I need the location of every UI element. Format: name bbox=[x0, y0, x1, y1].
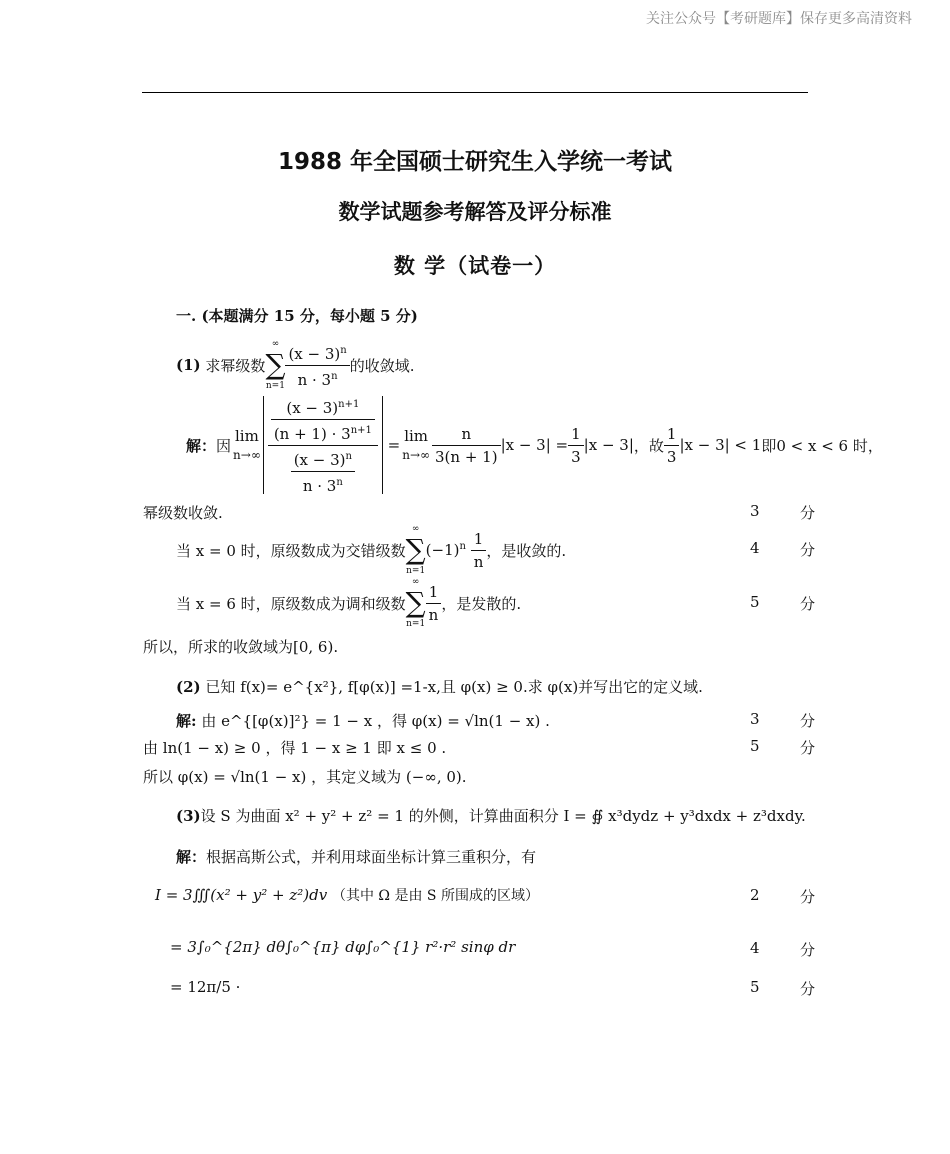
q3-sol-intro-text: 根据高斯公式，并利用球面坐标计算三重积分，有 bbox=[206, 848, 537, 866]
q3-step3: = 12π/5 · bbox=[170, 978, 241, 996]
q2-stem-text: 已知 f(x)= e^{x²}, f[φ(x)] =1-x,且 φ(x) ≥ 0.求 φ(x)并写出它的定义域. bbox=[205, 678, 703, 696]
q3-stem bbox=[176, 805, 806, 826]
q2-sol-1 bbox=[176, 710, 550, 731]
lim-symbol: lim n→∞ bbox=[233, 427, 261, 462]
q1-sol-pre: 因 bbox=[216, 436, 232, 455]
sum-symbol: ∞ ∑ n=1 bbox=[405, 577, 426, 629]
score-points: 5 bbox=[750, 737, 760, 755]
exam-title: 1988 年全国硕士研究生入学统一考试 bbox=[277, 149, 673, 175]
score-points: 4 bbox=[750, 939, 760, 957]
sum-symbol: ∞ ∑ n=1 bbox=[265, 339, 286, 391]
q1-case6 bbox=[176, 577, 522, 629]
q1-solution-ratio: 解： 因 lim n→∞ $\frac{\frac{(x - 3)^{n+1}}{(n + 1) \cdot 3^{n+1}}}{\frac{(x - 3)^n}{n \cdot 3^n}}$ = lim n→∞ $\frac{n}{3(n + 1)}$ |x − 3| = $\frac{1}{3}$ |x − 3| ，故 $\frac{1}{3}$ |x − 3| < 1 即0 < x < 6 时， bbox=[186, 393, 883, 497]
lim-symbol-2: lim n→∞ bbox=[402, 427, 430, 462]
paper-title: 数 学（试卷一） bbox=[393, 254, 557, 278]
ratio-fraction: $\frac{\frac{(x - 3)^{n+1}}{(n + 1) \cdot 3^{n+1}}}{\frac{(x - 3)^n}{n \cdot 3^n}}$ bbox=[268, 394, 378, 497]
score-unit: 分 bbox=[800, 712, 816, 730]
sum-symbol: ∞ ∑ n=1 bbox=[405, 524, 426, 576]
score-unit: 分 bbox=[800, 595, 816, 613]
score-points: 2 bbox=[750, 886, 760, 904]
q1-conv-line: 幂级数收敛. bbox=[143, 504, 223, 522]
q3-step1-eq: I = 3∭(x² + y² + z²)dv bbox=[155, 886, 328, 904]
q3-step1 bbox=[155, 885, 539, 905]
q1-series-term: $\frac{(x - 3)^n}{n \cdot 3^n}$ bbox=[285, 340, 349, 391]
score-unit: 分 bbox=[800, 739, 816, 757]
q1-case0-post: ，是收敛的. bbox=[486, 541, 567, 560]
q1-stem-post: 的收敛域. bbox=[349, 356, 415, 375]
one-over-n: $\frac{1}{n}$ bbox=[426, 581, 442, 626]
score-unit: 分 bbox=[800, 980, 816, 998]
q2-sol-line1: 由 e^{[φ(x)]²} = 1 − x ，得 φ(x) = √ln(1 − x) . bbox=[201, 712, 550, 730]
score-unit: 分 bbox=[800, 888, 816, 906]
score-points: 4 bbox=[750, 539, 760, 557]
q1-sol-mid: ，故 bbox=[633, 436, 664, 455]
q3-stem-text: 设 S 为曲面 x² + y² + z² = 1 的外侧，计算曲面积分 I = ∯ x³dydz + y³dxdx + z³dxdy. bbox=[200, 807, 806, 825]
q3-sol-label: 解： bbox=[176, 848, 207, 866]
score-points: 5 bbox=[750, 593, 760, 611]
score-points: 3 bbox=[750, 710, 760, 728]
one-third-b: $\frac{1}{3}$ bbox=[664, 423, 680, 468]
q3-label: (3) bbox=[176, 807, 201, 825]
watermark: 关注公众号【考研题库】保存更多高清资料 bbox=[646, 11, 912, 27]
q1-stem-pre: 求幂级数 bbox=[205, 356, 266, 375]
q1-label: (1) bbox=[176, 356, 201, 374]
score-points: 3 bbox=[750, 502, 760, 520]
q2-sol-2: 由 ln(1 − x) ≥ 0 ，得 1 − x ≥ 1 即 x ≤ 0 . bbox=[143, 739, 447, 757]
score-points: 5 bbox=[750, 978, 760, 996]
q3-step1-note: （其中 Ω 是由 S 所围成的区域） bbox=[331, 888, 539, 904]
score-unit: 分 bbox=[800, 504, 816, 522]
q1-stem bbox=[176, 338, 414, 392]
q1-case6-post: ，是发散的. bbox=[441, 594, 522, 613]
header-rule bbox=[142, 92, 808, 93]
one-third: $\frac{1}{3}$ bbox=[568, 423, 584, 468]
ratio-abs bbox=[263, 396, 383, 494]
q1-sol-post: 即0 < x < 6 时， bbox=[761, 436, 883, 455]
section-header: 一. (本题满分 15 分，每小题 5 分) bbox=[176, 307, 418, 325]
one-over-n: $\frac{1}{n}$ bbox=[471, 528, 487, 573]
score-unit: 分 bbox=[800, 541, 816, 559]
q2-label: (2) bbox=[176, 678, 201, 696]
q2-sol-3: 所以 φ(x) = √ln(1 − x) ，其定义域为 (−∞, 0). bbox=[143, 768, 467, 786]
q3-sol-intro bbox=[176, 846, 536, 867]
q2-sol-label: 解: bbox=[176, 712, 197, 730]
q1-case6-text: 当 x = 6 时，原级数成为调和级数 bbox=[176, 594, 406, 613]
q2-stem bbox=[176, 676, 703, 697]
q1-case0-text: 当 x = 0 时，原级数成为交错级数 bbox=[176, 541, 406, 560]
q3-step2: = 3∫₀^{2π} dθ∫₀^{π} dφ∫₀^{1} r²·r² sinφ dr bbox=[170, 938, 516, 956]
score-unit: 分 bbox=[800, 941, 816, 959]
q1-sol-label: 解： bbox=[186, 436, 217, 455]
q1-conclusion: 所以，所求的收敛域为[0, 6). bbox=[143, 638, 339, 656]
ratio-simplified: $\frac{n}{3(n + 1)}$ bbox=[432, 423, 501, 468]
exam-subtitle: 数学试题参考解答及评分标准 bbox=[338, 200, 612, 224]
q1-case0: 当 x = 0 时，原级数成为交错级数 ∞ ∑ n=1 $(-1)^n$ $\frac{1}{n}$ ，是收敛的. bbox=[176, 524, 567, 576]
